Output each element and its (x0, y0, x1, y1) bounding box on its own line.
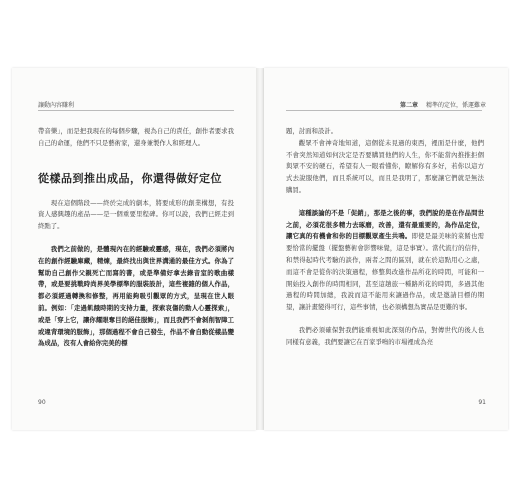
left-page-content (38, 126, 234, 350)
right-page-content (286, 126, 484, 349)
header-rule (286, 110, 482, 111)
body-paragraph-emphasis: 我們之前做的，是體現內在的經驗或靈感，現在，我們必須將內在的創作經驗庫藏，精煉，最終找出與世界溝通的最佳方式。你為了幫助自己創作父親死亡而寫的書，或是準備好拿去錄音室的歌曲樣帶，或是要挑戰時尚界美學標準的服裝設計，這些複雜的個人作品，都必須經過轉換和修整，再用能夠吸引觀眾的方式，呈現在世人眼前。例如：「走過飢餓時期的支持力量，探索哀傷的動人心靈探索」，或是「穿上它，讓你耀眼奪目的絕佳服飾」，而且我們不會剝削智障工或違背環境的服飾」，那個過程不會自己發生，作品不會自動從樣品變為成品，沒有人會給你完美的標 (38, 244, 234, 348)
body-text: 即使是最美味的菜餚也需要恰當的擺盤（擺盤藝術會影響味覺，這是事實）。當代流行的信件，和禁得起時代考驗的談作，兩者之間的區別，就在於這點用心之處，而這不會是從你的決策過程，修整與改進作品所花的時間，可能和一開始投入創作的時間相同，甚至這趟旅一種路所花的時間，多過其他過程的時間加總，我說而這不能用來讓過作品，或是邀請目標的期望，讓計畫變得可行，這些事情，也必須構想為實品是更難的事。 (286, 232, 485, 312)
page-number-left: 90 (38, 399, 46, 406)
body-paragraph: 現在這個階段——終於完成的劇本，將要成形的創業構想，有投資人感興趣的產品——是一個重要里程碑。你可以說，我們已經走到終點了。 (38, 198, 234, 231)
left-page (12, 68, 256, 430)
header-rule (38, 110, 234, 111)
book-spread (0, 68, 520, 430)
continuation-paragraph: 題，討面和設計。 (286, 127, 338, 135)
section-heading: 從樣品到推出成品，你還得做好定位 (38, 171, 222, 185)
chapter-label: 第二章 (400, 102, 419, 109)
emphasis-text: 這種談論的不是「促銷」，那是之後的事，我們說的是在作品問世之前，必須花很多精力去琢磨，改善，還有最重要的，為作品定位，讓它真的有機會和你的目標觀眾產生共鳴。 (286, 208, 484, 241)
running-header-left (38, 100, 74, 109)
continuation-paragraph: 帶音樂」，而是把我現在的每個步驟，視為自己的責任，創作者要求我自己的命運，他們不只是藝術家，還身兼製作人和經理人。 (38, 127, 234, 147)
running-header-right (400, 100, 486, 109)
right-page (264, 68, 508, 430)
book-gutter (256, 68, 264, 430)
body-paragraph: 我們必須確保對我們能重視如此深刻的作品，對傳世代的後人也同樣有意義，我們要讓它在百家爭鳴的市場裡成為亮 (286, 325, 484, 346)
page-number-right: 91 (478, 399, 486, 406)
chapter-title: 精準的定位，係運難章 (425, 102, 486, 109)
book-title: 讓動內容賺利 (38, 102, 75, 109)
body-paragraph: 觀眾不會神奇地知道，這個從未見過的東西，裡面是什麼，他們不會突然知道如何決定是否要購買他們的人生，你不能當內推推拒個與眾不安的硬石，希望有人一眼看懂你，瞭解你有多好，若你以這方式去說服他們，而且系統可以，而且是我明了，那麼讓它們就是無法購買。 (286, 138, 484, 194)
body-paragraph (286, 208, 484, 314)
